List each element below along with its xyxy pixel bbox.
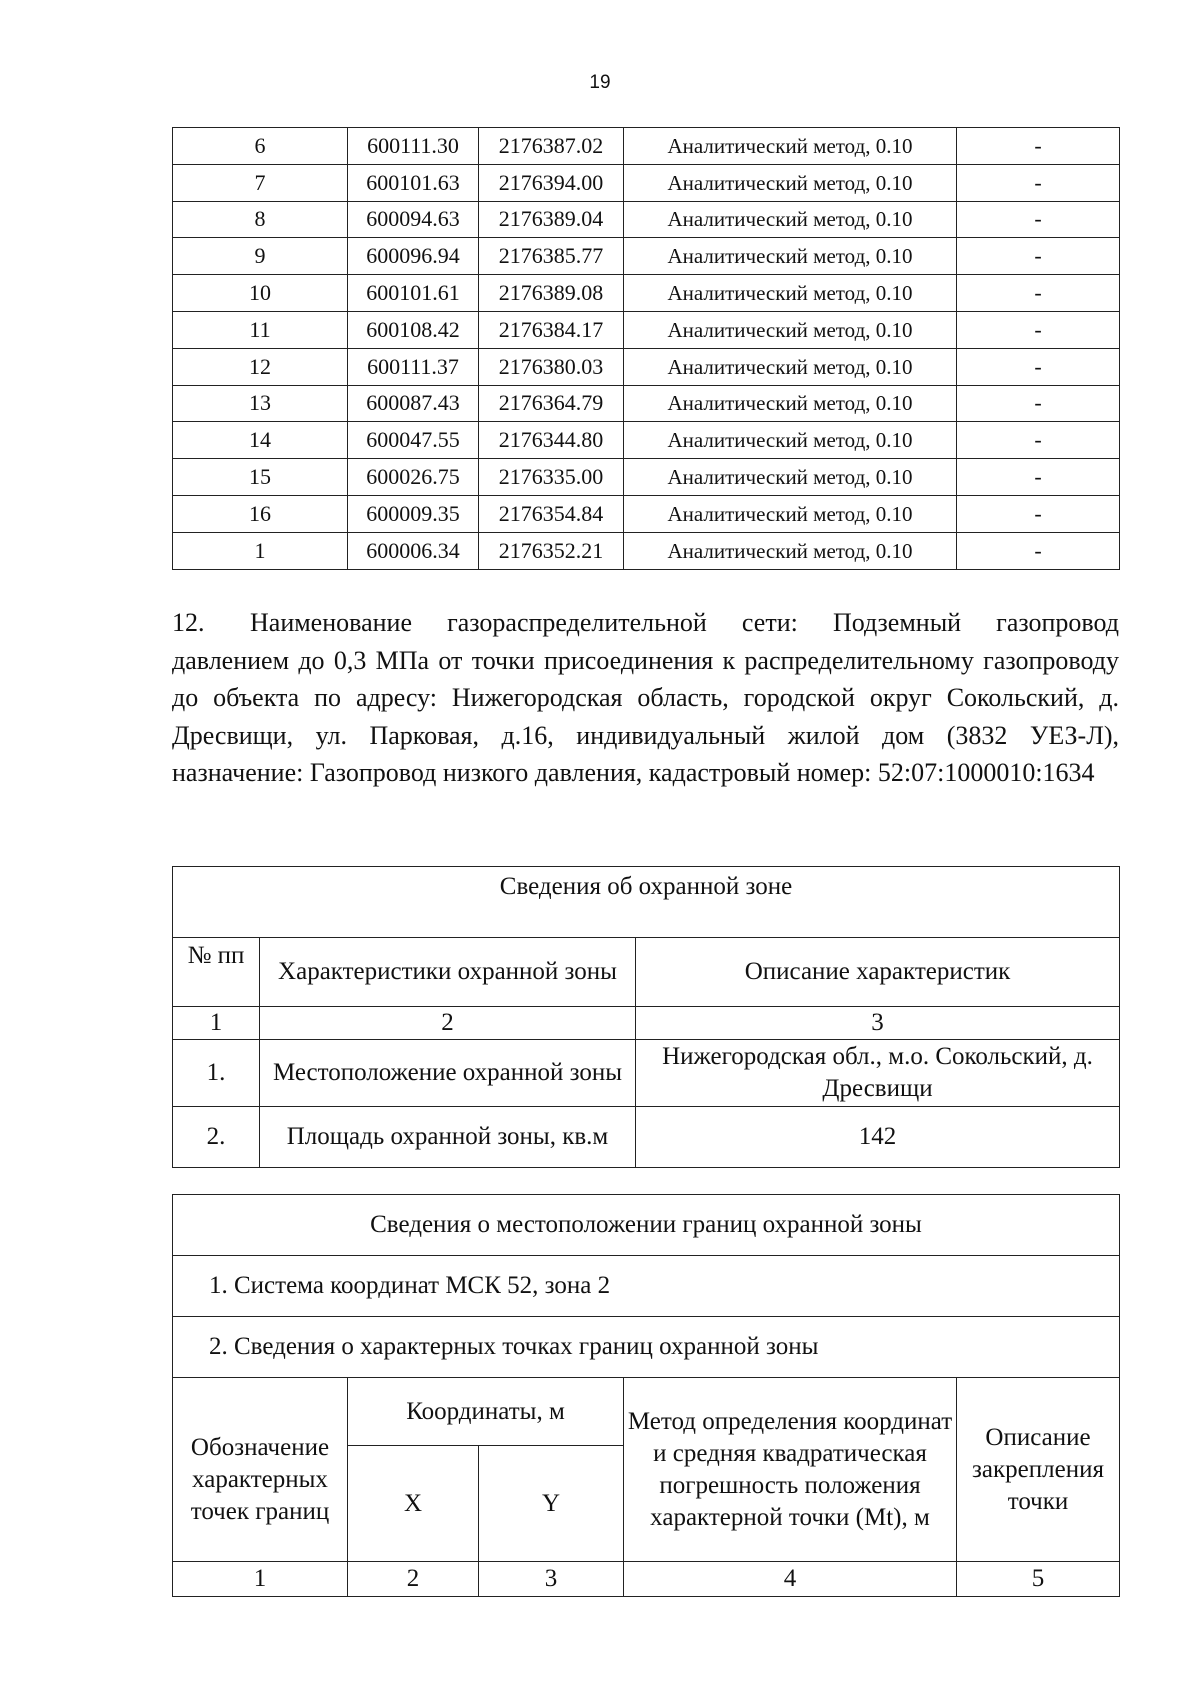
point-number-cell: 14	[173, 422, 348, 459]
point-description-cell: -	[957, 128, 1120, 165]
y-coordinate-cell: 2176389.04	[479, 201, 624, 238]
method-cell: Аналитический метод, 0.10	[624, 532, 957, 569]
header-coordinates: Координаты, м	[348, 1378, 624, 1446]
point-number-cell: 9	[173, 238, 348, 275]
method-cell: Аналитический метод, 0.10	[624, 348, 957, 385]
table-row	[173, 201, 1120, 238]
point-description-cell: -	[957, 311, 1120, 348]
zone-row-value: Нижегородская обл., м.о. Сокольский, д. Дресвищи	[636, 1040, 1120, 1107]
section-text: Наименование газораспределительной сети: Подземный газопровод давлением до 0,3 МПа от точки присоединения к распределительному газопроводу до объекта по адресу: Нижегородская область, городской округ Сокольский, д. Дресвищи, ул. Парковая, д.16, индивидуальный жилой дом (3832 УЕЗ-Л), назначение: Газопровод низкого давления, кадастровый номер: 52:07:1000010:1634	[172, 608, 1119, 788]
x-coordinate-cell: 600096.94	[348, 238, 479, 275]
point-description-cell: -	[957, 164, 1120, 201]
table-row	[173, 238, 1120, 275]
zone-table-title: Сведения об охранной зоне	[173, 867, 1120, 938]
bounds-index-cell: 5	[957, 1562, 1120, 1597]
zone-row-name: Площадь охранной зоны, кв.м	[260, 1107, 636, 1168]
x-coordinate-cell: 600026.75	[348, 459, 479, 496]
table-row	[173, 459, 1120, 496]
section-number: 12.	[172, 608, 205, 637]
page-number: 19	[589, 72, 611, 93]
header-method: Метод определения координат и средняя квадратическая погрешность положения характерной точки (Mt), м	[624, 1378, 957, 1562]
method-cell: Аналитический метод, 0.10	[624, 275, 957, 312]
zone-index-cell: 2	[260, 1007, 636, 1040]
header-point-description: Описание закрепления точки	[957, 1378, 1120, 1562]
zone-header-characteristics: Характеристики охранной зоны	[260, 938, 636, 1007]
zone-header-description: Описание характеристик	[636, 938, 1120, 1007]
x-coordinate-cell: 600094.63	[348, 201, 479, 238]
coordinates-table	[172, 127, 1120, 570]
table-row	[173, 164, 1120, 201]
y-coordinate-cell: 2176387.02	[479, 128, 624, 165]
method-cell: Аналитический метод, 0.10	[624, 422, 957, 459]
header-designation: Обозначение характерных точек границ	[173, 1378, 348, 1562]
table-row	[173, 385, 1120, 422]
method-cell: Аналитический метод, 0.10	[624, 128, 957, 165]
point-number-cell: 12	[173, 348, 348, 385]
point-number-cell: 6	[173, 128, 348, 165]
zone-row-number: 2.	[173, 1107, 260, 1168]
point-description-cell: -	[957, 385, 1120, 422]
y-coordinate-cell: 2176354.84	[479, 495, 624, 532]
y-coordinate-cell: 2176394.00	[479, 164, 624, 201]
method-cell: Аналитический метод, 0.10	[624, 311, 957, 348]
x-coordinate-cell: 600087.43	[348, 385, 479, 422]
table-row	[173, 128, 1120, 165]
bounds-index-cell: 4	[624, 1562, 957, 1597]
bounds-index-cell: 2	[348, 1562, 479, 1597]
method-cell: Аналитический метод, 0.10	[624, 164, 957, 201]
point-number-cell: 11	[173, 311, 348, 348]
y-coordinate-cell: 2176385.77	[479, 238, 624, 275]
method-cell: Аналитический метод, 0.10	[624, 201, 957, 238]
point-description-cell: -	[957, 275, 1120, 312]
protection-zone-table	[172, 866, 1120, 1168]
table-row	[173, 532, 1120, 569]
x-coordinate-cell: 600111.30	[348, 128, 479, 165]
coordinate-system: 1. Система координат МСК 52, зона 2	[173, 1256, 1120, 1317]
point-description-cell: -	[957, 238, 1120, 275]
bounds-index-cell: 3	[479, 1562, 624, 1597]
y-coordinate-cell: 2176380.03	[479, 348, 624, 385]
bounds-index-cell: 1	[173, 1562, 348, 1597]
boundary-table	[172, 1194, 1120, 1597]
x-coordinate-cell: 600101.61	[348, 275, 479, 312]
zone-header-number: № пп	[173, 938, 260, 1007]
point-description-cell: -	[957, 495, 1120, 532]
y-coordinate-cell: 2176384.17	[479, 311, 624, 348]
y-coordinate-cell: 2176344.80	[479, 422, 624, 459]
method-cell: Аналитический метод, 0.10	[624, 385, 957, 422]
point-number-cell: 16	[173, 495, 348, 532]
point-description-cell: -	[957, 348, 1120, 385]
method-cell: Аналитический метод, 0.10	[624, 459, 957, 496]
y-coordinate-cell: 2176389.08	[479, 275, 624, 312]
table-row	[173, 495, 1120, 532]
x-coordinate-cell: 600047.55	[348, 422, 479, 459]
zone-row-name: Местоположение охранной зоны	[260, 1040, 636, 1107]
zone-index-cell: 3	[636, 1007, 1120, 1040]
method-cell: Аналитический метод, 0.10	[624, 495, 957, 532]
point-number-cell: 7	[173, 164, 348, 201]
y-coordinate-cell: 2176352.21	[479, 532, 624, 569]
point-number-cell: 10	[173, 275, 348, 312]
method-cell: Аналитический метод, 0.10	[624, 238, 957, 275]
point-description-cell: -	[957, 201, 1120, 238]
zone-row-number: 1.	[173, 1040, 260, 1107]
x-coordinate-cell: 600108.42	[348, 311, 479, 348]
zone-row-value: 142	[636, 1107, 1120, 1168]
y-coordinate-cell: 2176364.79	[479, 385, 624, 422]
boundary-table-title: Сведения о местоположении границ охранной зоны	[173, 1195, 1120, 1256]
y-coordinate-cell: 2176335.00	[479, 459, 624, 496]
table-row	[173, 275, 1120, 312]
x-coordinate-cell: 600111.37	[348, 348, 479, 385]
x-coordinate-cell: 600009.35	[348, 495, 479, 532]
points-section-title: 2. Сведения о характерных точках границ охранной зоны	[173, 1317, 1120, 1378]
point-number-cell: 13	[173, 385, 348, 422]
point-description-cell: -	[957, 422, 1120, 459]
x-coordinate-cell: 600101.63	[348, 164, 479, 201]
table-row	[173, 422, 1120, 459]
table-row	[173, 311, 1120, 348]
x-coordinate-cell: 600006.34	[348, 532, 479, 569]
table-row	[173, 348, 1120, 385]
point-number-cell: 8	[173, 201, 348, 238]
header-y: Y	[479, 1446, 624, 1562]
point-description-cell: -	[957, 532, 1120, 569]
point-number-cell: 15	[173, 459, 348, 496]
point-number-cell: 1	[173, 532, 348, 569]
zone-index-cell: 1	[173, 1007, 260, 1040]
header-x: X	[348, 1446, 479, 1562]
point-description-cell: -	[957, 459, 1120, 496]
section-paragraph	[172, 604, 1119, 792]
